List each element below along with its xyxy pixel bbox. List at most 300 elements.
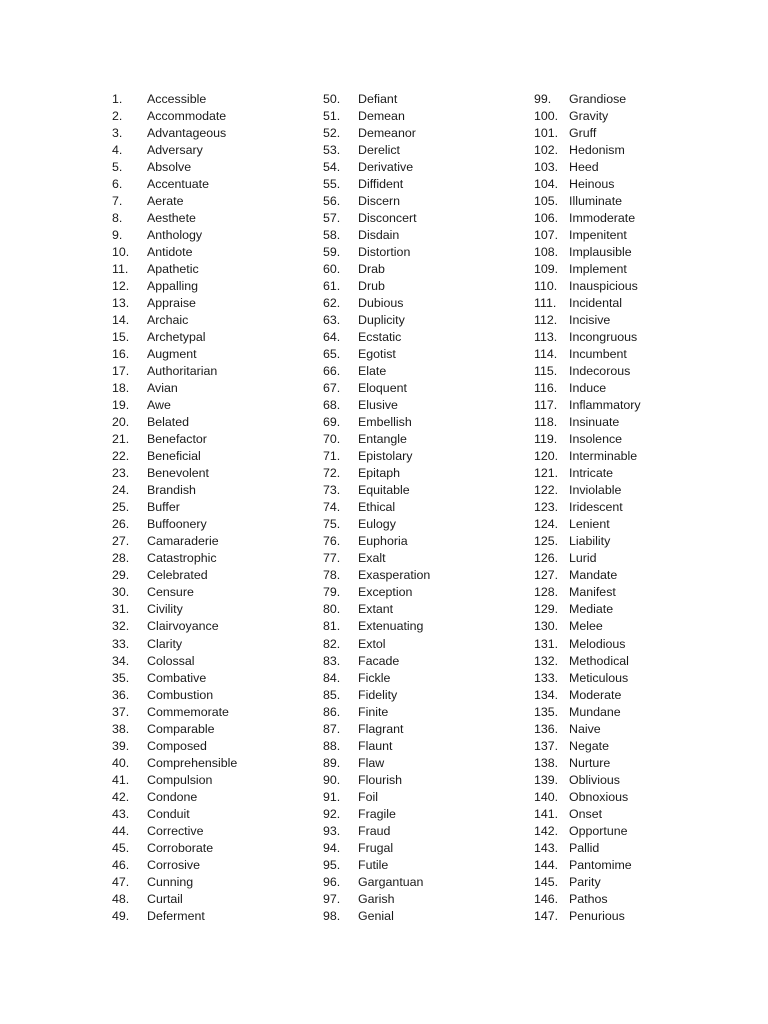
word-list-item: [323, 823, 543, 840]
item-number: 23.: [112, 466, 130, 481]
item-number: 91.: [323, 789, 341, 804]
word-list-item: [534, 891, 754, 908]
item-word: Extant: [358, 602, 394, 617]
item-word: Impenitent: [569, 228, 627, 243]
word-list-item: [323, 567, 543, 584]
item-word: Corrosive: [147, 857, 201, 872]
item-number: 63.: [323, 313, 341, 328]
item-word: Facade: [358, 653, 400, 668]
word-list-item: [534, 125, 754, 142]
item-number: 17.: [112, 364, 130, 379]
item-number: 119.: [534, 432, 558, 447]
item-number: 71.: [323, 449, 341, 464]
item-number: 146.: [534, 891, 559, 906]
item-number: 94.: [323, 840, 341, 855]
item-number: 22.: [112, 449, 130, 464]
item-word: Ethical: [358, 500, 396, 515]
word-list-item: [534, 210, 754, 227]
word-list-item: [112, 874, 332, 891]
item-number: 19.: [112, 398, 130, 413]
word-list-item: [323, 363, 543, 380]
item-number: 134.: [534, 687, 559, 702]
item-word: Insinuate: [569, 415, 620, 430]
word-list-item: [534, 329, 754, 346]
item-word: Mediate: [569, 602, 614, 617]
item-number: 96.: [323, 874, 341, 889]
item-number: 126.: [534, 551, 559, 566]
item-number: 89.: [323, 755, 341, 770]
item-word: Compulsion: [147, 772, 213, 787]
item-number: 24.: [112, 483, 130, 498]
item-number: 113.: [534, 330, 558, 345]
word-list-item: [534, 618, 754, 635]
item-number: 21.: [112, 432, 130, 447]
item-number: 99.: [534, 92, 552, 106]
word-list-item: [534, 567, 754, 584]
item-number: 52.: [323, 126, 341, 141]
item-word: Exalt: [358, 551, 386, 566]
item-number: 86.: [323, 704, 341, 719]
word-list-item: [323, 516, 543, 533]
item-number: 35.: [112, 670, 130, 685]
item-number: 76.: [323, 534, 341, 549]
item-number: 147.: [534, 908, 559, 923]
item-number: 56.: [323, 194, 341, 209]
item-number: 1.: [112, 92, 123, 106]
item-number: 67.: [323, 381, 341, 396]
item-number: 45.: [112, 840, 130, 855]
item-word: Comprehensible: [147, 755, 238, 770]
word-list-item: [534, 244, 754, 261]
word-list-item: [112, 108, 332, 125]
word-list-item: [112, 584, 332, 601]
item-number: 135.: [534, 704, 559, 719]
word-list-item: [323, 414, 543, 431]
word-list-item: [112, 618, 332, 635]
word-list-item: [534, 312, 754, 329]
item-number: 111.: [534, 296, 557, 311]
item-word: Apathetic: [147, 262, 199, 277]
word-list-item: [534, 414, 754, 431]
word-list-item: [112, 499, 332, 516]
item-word: Combative: [147, 670, 207, 685]
word-list-item: [112, 704, 332, 721]
item-word: Melee: [569, 619, 603, 634]
item-word: Curtail: [147, 891, 183, 906]
word-list-item: [534, 823, 754, 840]
word-list-item: [112, 159, 332, 176]
word-list-item: [112, 414, 332, 431]
word-list-column-1: [112, 91, 332, 925]
item-number: 25.: [112, 500, 130, 515]
item-number: 116.: [534, 381, 558, 396]
item-number: 95.: [323, 857, 341, 872]
item-word: Flaw: [358, 755, 385, 770]
item-number: 131.: [534, 636, 559, 651]
item-word: Incisive: [569, 313, 611, 328]
item-number: 105.: [534, 194, 559, 209]
item-word: Brandish: [147, 483, 196, 498]
word-list-item: [534, 653, 754, 670]
item-word: Censure: [147, 585, 194, 600]
item-number: 64.: [323, 330, 341, 345]
word-list-item: [112, 653, 332, 670]
item-word: Commemorate: [147, 704, 229, 719]
word-list-item: [112, 636, 332, 653]
word-list-item: [112, 601, 332, 618]
word-list-column-2: [323, 91, 543, 925]
item-word: Mandate: [569, 568, 618, 583]
word-list-item: [534, 142, 754, 159]
item-number: 2.: [112, 109, 123, 124]
item-word: Elate: [358, 364, 387, 379]
word-list-item: [534, 465, 754, 482]
item-number: 37.: [112, 704, 130, 719]
word-list-item: [323, 91, 543, 108]
word-list-item: [112, 738, 332, 755]
item-word: Aesthete: [147, 211, 196, 226]
item-number: 34.: [112, 653, 130, 668]
word-list-item: [112, 125, 332, 142]
item-word: Authoritarian: [147, 364, 218, 379]
item-number: 3.: [112, 126, 123, 141]
item-number: 83.: [323, 653, 341, 668]
word-list-item: [323, 533, 543, 550]
word-list-item: [323, 840, 543, 857]
item-number: 127.: [534, 568, 559, 583]
word-list-item: [112, 806, 332, 823]
word-list-item: [323, 499, 543, 516]
item-number: 41.: [112, 772, 130, 787]
item-number: 7.: [112, 194, 123, 209]
item-number: 55.: [323, 177, 341, 192]
word-list-item: [534, 670, 754, 687]
item-number: 33.: [112, 636, 130, 651]
item-number: 30.: [112, 585, 130, 600]
item-word: Nurture: [569, 755, 611, 770]
item-word: Embellish: [358, 415, 412, 430]
item-number: 10.: [112, 245, 130, 260]
item-word: Civility: [147, 602, 183, 617]
item-word: Grandiose: [569, 92, 627, 106]
item-word: Exasperation: [358, 568, 431, 583]
item-word: Iridescent: [569, 500, 623, 515]
item-number: 13.: [112, 296, 130, 311]
item-number: 90.: [323, 772, 341, 787]
item-word: Augment: [147, 347, 197, 362]
item-word: Obnoxious: [569, 789, 629, 804]
item-number: 69.: [323, 415, 341, 430]
item-number: 79.: [323, 585, 341, 600]
item-number: 107.: [534, 228, 559, 243]
item-number: 53.: [323, 143, 341, 158]
item-word: Catastrophic: [147, 551, 217, 566]
item-word: Insolence: [569, 432, 623, 447]
word-list-item: [112, 261, 332, 278]
item-word: Drub: [358, 279, 385, 294]
item-word: Induce: [569, 381, 607, 396]
word-list-item: [112, 227, 332, 244]
item-number: 58.: [323, 228, 341, 243]
item-number: 6.: [112, 177, 123, 192]
item-word: Pathos: [569, 891, 608, 906]
word-list-item: [112, 482, 332, 499]
item-word: Naive: [569, 721, 601, 736]
item-word: Disdain: [358, 228, 400, 243]
item-word: Deferment: [147, 908, 205, 923]
word-list-item: [323, 159, 543, 176]
item-word: Extenuating: [358, 619, 424, 634]
item-word: Mundane: [569, 704, 621, 719]
word-list-item: [323, 636, 543, 653]
word-list-item: [534, 227, 754, 244]
word-list-item: [534, 346, 754, 363]
word-list-item: [323, 108, 543, 125]
word-list-item: [112, 721, 332, 738]
word-list-item: [323, 772, 543, 789]
item-number: 11.: [112, 262, 129, 277]
item-number: 128.: [534, 585, 559, 600]
word-list-item: [112, 755, 332, 772]
item-word: Melodious: [569, 636, 626, 651]
item-number: 16.: [112, 347, 130, 362]
item-word: Equitable: [358, 483, 410, 498]
word-list-item: [112, 772, 332, 789]
word-list-item: [112, 891, 332, 908]
word-list-item: [534, 193, 754, 210]
item-number: 138.: [534, 755, 559, 770]
item-number: 144.: [534, 857, 559, 872]
item-word: Epitaph: [358, 466, 401, 481]
item-word: Distortion: [358, 245, 411, 260]
word-list-item: [534, 908, 754, 925]
item-word: Archetypal: [147, 330, 206, 345]
item-number: 39.: [112, 738, 130, 753]
item-word: Genial: [358, 908, 394, 923]
item-number: 142.: [534, 823, 559, 838]
item-number: 92.: [323, 806, 341, 821]
item-number: 26.: [112, 517, 130, 532]
item-word: Colossal: [147, 653, 195, 668]
word-list-item: [534, 295, 754, 312]
word-list-item: [534, 159, 754, 176]
item-number: 20.: [112, 415, 130, 430]
word-list-item: [323, 244, 543, 261]
item-number: 143.: [534, 840, 559, 855]
word-list-item: [534, 482, 754, 499]
item-word: Entangle: [358, 432, 407, 447]
item-word: Euphoria: [358, 534, 408, 549]
word-list-item: [112, 346, 332, 363]
word-list-item: [323, 346, 543, 363]
item-word: Hedonism: [569, 143, 625, 158]
item-number: 82.: [323, 636, 341, 651]
item-word: Benefactor: [147, 432, 207, 447]
item-word: Aerate: [147, 194, 184, 209]
word-list-item: [112, 193, 332, 210]
item-word: Combustion: [147, 687, 214, 702]
word-list-item: [323, 550, 543, 567]
item-number: 59.: [323, 245, 341, 260]
word-list-item: [323, 482, 543, 499]
word-list-item: [534, 584, 754, 601]
word-list-item: [323, 261, 543, 278]
item-number: 145.: [534, 874, 559, 889]
item-number: 9.: [112, 228, 123, 243]
word-list-item: [112, 533, 332, 550]
word-list-item: [323, 312, 543, 329]
word-list-item: [323, 653, 543, 670]
item-number: 125.: [534, 534, 559, 549]
item-number: 4.: [112, 143, 123, 158]
item-word: Conduit: [147, 806, 190, 821]
item-word: Opportune: [569, 823, 628, 838]
item-word: Clarity: [147, 636, 183, 651]
item-number: 8.: [112, 211, 123, 226]
item-word: Corroborate: [147, 840, 214, 855]
item-word: Meticulous: [569, 670, 629, 685]
item-word: Lenient: [569, 517, 610, 532]
word-list-item: [323, 670, 543, 687]
word-list-item: [534, 687, 754, 704]
word-list-item: [112, 176, 332, 193]
word-list-column-3: [534, 91, 754, 925]
item-word: Buffer: [147, 500, 180, 515]
word-list-item: [534, 448, 754, 465]
word-list-item: [534, 738, 754, 755]
item-number: 114.: [534, 347, 558, 362]
word-list-item: [534, 108, 754, 125]
item-word: Absolve: [147, 160, 192, 175]
item-word: Adversary: [147, 143, 203, 158]
word-list-item: [112, 465, 332, 482]
word-list-item: [534, 533, 754, 550]
item-number: 98.: [323, 908, 341, 923]
item-word: Eloquent: [358, 381, 407, 396]
item-word: Finite: [358, 704, 389, 719]
item-number: 73.: [323, 483, 341, 498]
item-word: Futile: [358, 857, 389, 872]
word-list-item: [112, 244, 332, 261]
item-number: 70.: [323, 432, 341, 447]
word-list-item: [323, 210, 543, 227]
item-number: 14.: [112, 313, 130, 328]
item-number: 46.: [112, 857, 130, 872]
item-number: 88.: [323, 738, 341, 753]
item-number: 48.: [112, 891, 130, 906]
item-number: 87.: [323, 721, 341, 736]
item-word: Pantomime: [569, 857, 632, 872]
item-number: 115.: [534, 364, 558, 379]
item-word: Inflammatory: [569, 398, 641, 413]
item-word: Epistolary: [358, 449, 413, 464]
item-word: Egotist: [358, 347, 396, 362]
word-list-item: [112, 397, 332, 414]
item-word: Oblivious: [569, 772, 620, 787]
word-list-item: [534, 789, 754, 806]
word-list-item: [112, 789, 332, 806]
item-word: Ecstatic: [358, 330, 402, 345]
item-word: Antidote: [147, 245, 193, 260]
item-number: 5.: [112, 160, 123, 175]
item-word: Condone: [147, 789, 198, 804]
word-list-item: [534, 874, 754, 891]
item-number: 29.: [112, 568, 130, 583]
word-list-item: [112, 687, 332, 704]
item-number: 32.: [112, 619, 130, 634]
word-list-item: [112, 380, 332, 397]
item-word: Interminable: [569, 449, 638, 464]
item-word: Camaraderie: [147, 534, 219, 549]
item-word: Anthology: [147, 228, 203, 243]
item-number: 50.: [323, 92, 341, 106]
item-word: Benevolent: [147, 466, 210, 481]
item-word: Appraise: [147, 296, 196, 311]
item-number: 78.: [323, 568, 341, 583]
word-list-item: [323, 908, 543, 925]
item-word: Indecorous: [569, 364, 631, 379]
word-list-item: [112, 91, 332, 108]
word-list-item: [323, 584, 543, 601]
word-list-item: [112, 210, 332, 227]
item-number: 43.: [112, 806, 130, 821]
item-word: Pallid: [569, 840, 600, 855]
item-word: Flagrant: [358, 721, 404, 736]
item-number: 108.: [534, 245, 559, 260]
word-list-item: [323, 176, 543, 193]
item-number: 130.: [534, 619, 559, 634]
item-word: Diffident: [358, 177, 404, 192]
item-word: Advantageous: [147, 126, 227, 141]
word-list-item: [323, 329, 543, 346]
item-word: Manifest: [569, 585, 616, 600]
word-list-item: [534, 176, 754, 193]
item-number: 66.: [323, 364, 341, 379]
item-number: 139.: [534, 772, 559, 787]
item-word: Gruff: [569, 126, 597, 141]
word-list-item: [112, 670, 332, 687]
item-word: Fraud: [358, 823, 391, 838]
item-number: 133.: [534, 670, 559, 685]
item-number: 68.: [323, 398, 341, 413]
item-number: 42.: [112, 789, 130, 804]
item-word: Beneficial: [147, 449, 201, 464]
item-word: Clairvoyance: [147, 619, 219, 634]
item-number: 12.: [112, 279, 130, 294]
item-word: Penurious: [569, 908, 625, 923]
item-word: Incumbent: [569, 347, 627, 362]
item-number: 38.: [112, 721, 130, 736]
item-word: Negate: [569, 738, 609, 753]
item-word: Lurid: [569, 551, 597, 566]
item-word: Incongruous: [569, 330, 638, 345]
item-word: Foil: [358, 789, 378, 804]
item-word: Fidelity: [358, 687, 398, 702]
item-number: 49.: [112, 908, 130, 923]
word-list-item: [112, 567, 332, 584]
word-list-item: [323, 874, 543, 891]
word-list-item: [323, 857, 543, 874]
word-list-item: [323, 380, 543, 397]
word-list-item: [534, 278, 754, 295]
item-word: Immoderate: [569, 211, 636, 226]
item-word: Implausible: [569, 245, 632, 260]
item-word: Demean: [358, 109, 405, 124]
item-word: Implement: [569, 262, 627, 277]
word-list-item: [323, 806, 543, 823]
item-word: Inauspicious: [569, 279, 638, 294]
item-word: Celebrated: [147, 568, 208, 583]
